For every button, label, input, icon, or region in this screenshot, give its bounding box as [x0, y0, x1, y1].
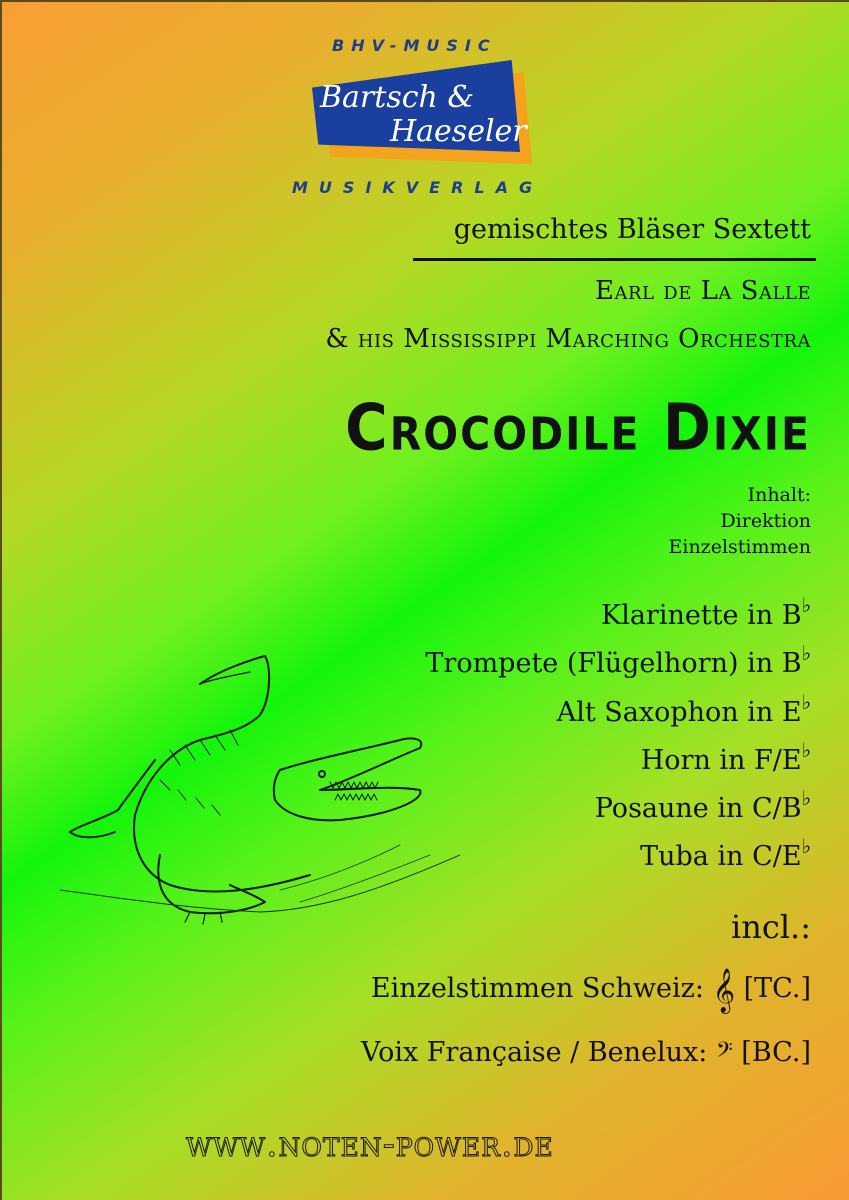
divider-line	[413, 258, 816, 261]
treble-clef-icon: 𝄞	[712, 968, 736, 1012]
contents-label: Inhalt:	[747, 484, 811, 506]
website-link[interactable]: www.noten-power.de	[186, 1124, 554, 1165]
contents-block	[669, 482, 812, 560]
flat-icon: ♭	[801, 690, 811, 714]
logo-name-line1: Bartsch &	[320, 80, 475, 115]
contents-item: Direktion	[720, 510, 811, 532]
instrument-item: Horn in F/E♭	[640, 738, 811, 776]
instrument-item: Klarinette in B♭	[601, 593, 811, 631]
logo-top-label: BHV-MUSIC	[332, 36, 497, 55]
bass-clef-icon: 𝄢	[715, 1038, 733, 1068]
crocodile-illustration	[60, 640, 460, 930]
flat-icon: ♭	[801, 738, 811, 762]
french-parts-line: Voix Française / Benelux: 𝄢 [BC.]	[361, 1037, 811, 1068]
logo-bottom-label: MUSIKVERLAG	[292, 178, 544, 197]
logo-name-line2: Haeseler	[390, 114, 527, 149]
flat-icon: ♭	[801, 834, 811, 858]
publisher-logo	[290, 28, 544, 203]
piece-title: Crocodile Dixie	[345, 390, 811, 465]
artist-name: Earl de La Salle	[595, 276, 811, 306]
flat-icon: ♭	[801, 786, 811, 810]
swiss-parts-line: Einzelstimmen Schweiz: 𝄞 [TC.]	[370, 968, 811, 1012]
ensemble-subtitle: gemischtes Bläser Sextett	[453, 214, 811, 245]
instrument-item: Posaune in C/B♭	[594, 786, 811, 824]
flat-icon: ♭	[801, 641, 811, 665]
contents-item: Einzelstimmen	[668, 536, 811, 558]
instrument-item: Tuba in C/E♭	[640, 834, 811, 872]
included-label: incl.:	[731, 908, 811, 946]
instrument-item: Trompete (Flügelhorn) in B♭	[425, 641, 811, 679]
artist-orchestra: & his Mississippi Marching Orchestra	[325, 324, 811, 354]
flat-icon: ♭	[801, 593, 811, 617]
instrument-item: Alt Saxophon in E♭	[556, 690, 811, 728]
